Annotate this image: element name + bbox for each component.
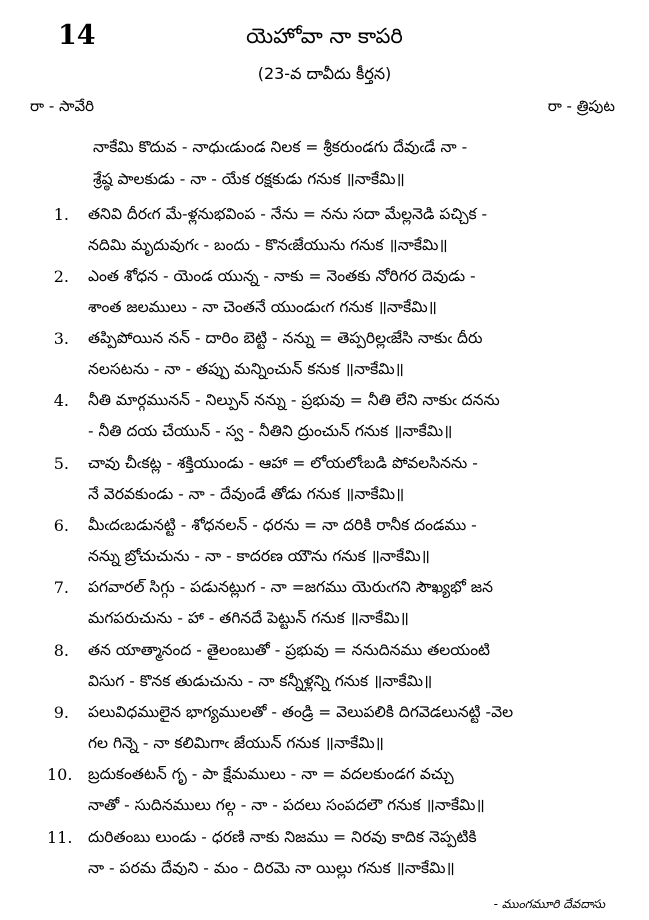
verse-line: దురితంబు లుండు - ధరణి నాకు నిజము = నిరవు కాదిక నెప్పటికి (88, 828, 477, 846)
verse-number: 7. (53, 578, 69, 597)
verse-line: నా - పరమ దేవుని - మం - దిరమె నా యిల్లు గనుక ॥నాకేమి॥ (88, 859, 455, 877)
pallavi-line-text: శ్రేష్ఠ పాలకుడు - నా - యేక రక్షకుడు గనుక ॥నాకేమి॥ (93, 170, 405, 188)
verse-number: 5. (53, 454, 69, 473)
verse-number: 2. (53, 267, 69, 286)
pallavi-line-text: నాకేమి కొదువ - నాధుఁడుండ నిలక = శ్రీకరుండగు దేవుఁడే నా - (93, 138, 468, 156)
verse-line: పలువిధములైన భాగ్యములతో - తండ్రి = వెలుపలికి దిగవెడలునట్టి -వెల (88, 703, 514, 721)
verse-number: 4. (53, 391, 69, 410)
page-title: యెహోవా నా కాపరి (246, 24, 403, 48)
tala-label: రా - త్రిపుట (547, 97, 615, 115)
verse-number: 9. (53, 703, 69, 722)
verse-number: 10. (47, 765, 73, 784)
verse-line: గల గిన్నె - నా కలిమిగాఁ జేయున్ గనుక ॥నాకేమి॥ (88, 734, 384, 752)
verse-number: 11. (47, 828, 73, 847)
verse-number: 3. (53, 329, 69, 348)
verse-line: నలసటను - నా - తప్పు మన్నించున్ కనుక ॥నాకేమి॥ (88, 360, 404, 378)
verse-line: తనివి దీరఁగ మే-ళ్లనుభవింప - నేను = నను సదా మేల్లనెడి పచ్చిక - (88, 205, 488, 223)
verse-line: నదిమి మృదువుగఁ - బందు - కొనఁజేయును గనుక ॥నాకేమి॥ (88, 236, 448, 254)
verse-line: నే వెరవకుండు - నా - దేవుండే తోడు గనుక ॥నాకేమి॥ (88, 485, 405, 503)
verse-line: మీఁదఁబడునట్టి - శోధనలన్ - ధరను = నా దరికి రానీక దండము - (88, 516, 477, 534)
verse-line: పగవారల్ సిగ్గు - పడునట్లుగ - నా =జగము యెరుఁగని సౌఖ్యభో జన (88, 578, 494, 596)
verse-line: ఎంత శోధన - యెండ యున్న - నాకు = నెంతకు నోరిగర దెవుడు - (88, 267, 476, 285)
verse-line: బ్రదుకంతటన్ గృ - పా క్షేమములు - నా = వదలకుండగ వచ్చు (88, 765, 454, 783)
verse-line: - నీతి దయ చేయున్ - స్వ - నీతిని ద్రుంచున్ గనుక ॥నాకేమి॥ (88, 422, 453, 440)
verse-line: తన యాత్మానంద - తైలంబుతో - ప్రభువు = ననుదినము తలయంటి (88, 641, 491, 659)
hymn-number: 14 (58, 20, 96, 51)
verse-line: చావు చీఁకట్ల - శక్తియుండు - ఆహా = లోయలోఁబడి పోవలసినను - (88, 454, 478, 472)
verse-line: తప్పిపోయిన నన్ - దారిం బెట్టి - నన్ను = తెప్పరిల్లఁజేసి నాకుఁ దీరు (88, 329, 483, 347)
verse-number: 6. (53, 516, 69, 535)
raga-label: రా - సావేరి (30, 97, 95, 115)
verse-line: శాంత జలములు - నా చెంతనే యుండుఁగ గనుక ॥నాకేమి॥ (88, 298, 437, 316)
verse-line: నాతో - సుదినములు గల్గ - నా - పదలు సంపదలౌ గనుక ॥నాకేమి॥ (88, 796, 485, 814)
verse-number: 8. (53, 641, 69, 660)
page-subtitle: (23-వ దావీదు కీర్తన) (257, 64, 392, 83)
author-credit: - ముంగమూరి దేవదాసు (493, 897, 605, 911)
verse-line: నన్ను బ్రోచుచును - నా - కాదరణ యౌను గనుక ॥నాకేమి॥ (88, 547, 430, 565)
verse-line: మగపరుచును - హా - తగినదే పెట్టున్ గనుక ॥నాకేమి॥ (88, 609, 409, 627)
verse-line: నీతి మార్గమునన్ - నిల్పున్ నన్ను - ప్రభువు = నీతి లేని నాకుఁ దనను (88, 391, 500, 409)
verse-number: 1. (53, 205, 69, 224)
verse-line: విసుగ - కొనక తుడుచును - నా కన్నీళ్లన్ని గనుక ॥నాకేమి॥ (88, 672, 433, 690)
